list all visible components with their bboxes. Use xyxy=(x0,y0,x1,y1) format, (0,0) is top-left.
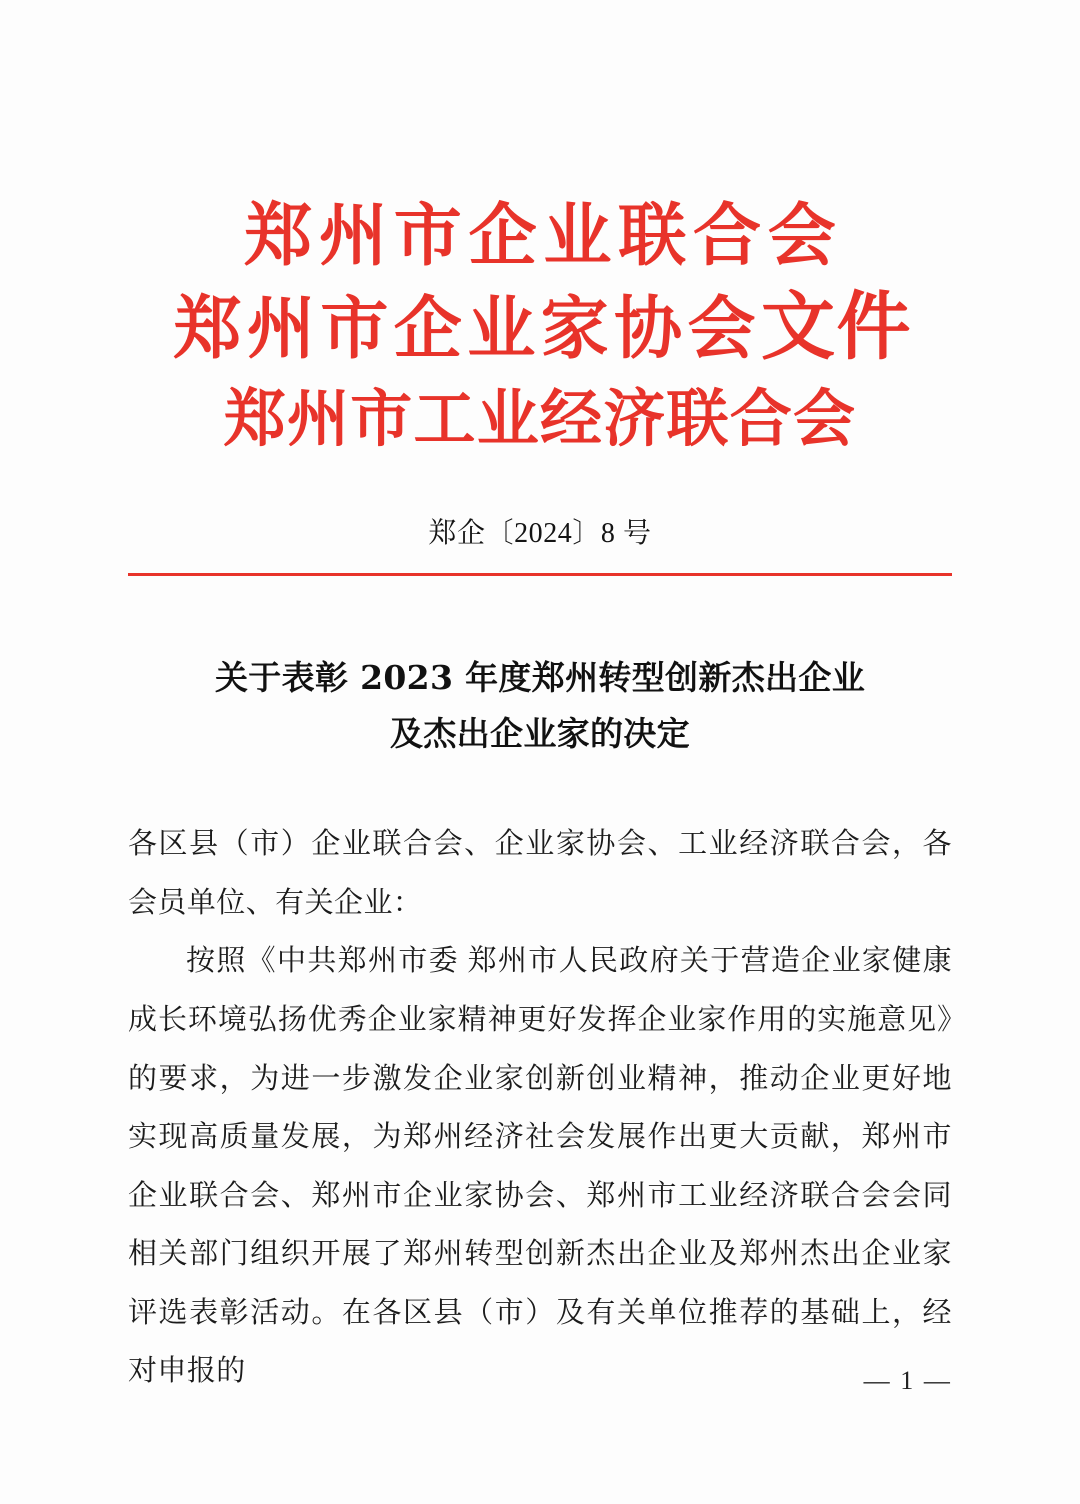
page-title-line-2: 及杰出企业家的决定 xyxy=(390,714,690,754)
page-number: — 1 — xyxy=(863,1366,952,1395)
letterhead-wenjian-label: 文件 xyxy=(761,284,912,371)
letterhead-line-3: 郑州市工业经济联合会 xyxy=(223,381,857,455)
letterhead-line-1: 郑州市企业联合会 xyxy=(244,196,843,276)
letterhead xyxy=(0,0,1080,455)
document-number: 郑企〔2024〕8 号 xyxy=(428,517,652,549)
document-body xyxy=(128,815,952,1401)
red-divider-rule xyxy=(128,573,952,576)
page-title-line-1: 关于表彰 2023 年度郑州转型创新杰出企业 xyxy=(214,657,866,697)
page-title xyxy=(160,650,920,764)
letterhead-line-2-main: 郑州市企业家协会 xyxy=(173,289,761,370)
salutation: 各区县（市）企业联合会、企业家协会、工业经济联合会，各会员单位、有关企业： xyxy=(128,828,952,919)
body-paragraph-1: 按照《中共郑州市委 郑州市人民政府关于营造企业家健康成长环境弘扬优秀企业家精神更好发挥企业家作用的实施意见》的要求，为进一步激发企业家创新创业精神，推动企业更好地实现高质量发展，为郑州经济社会发展作出更大贡献，郑州市企业联合会、郑州市企业家协会、郑州市工业经济联合会会同相关部门组织开展了郑州转型创新杰出企业及郑州杰出企业家评选表彰活动。在各区县（市）及有关单位推荐的基础上，经对申报的 xyxy=(128,945,952,1388)
letterhead-line-2 xyxy=(0,284,1080,371)
